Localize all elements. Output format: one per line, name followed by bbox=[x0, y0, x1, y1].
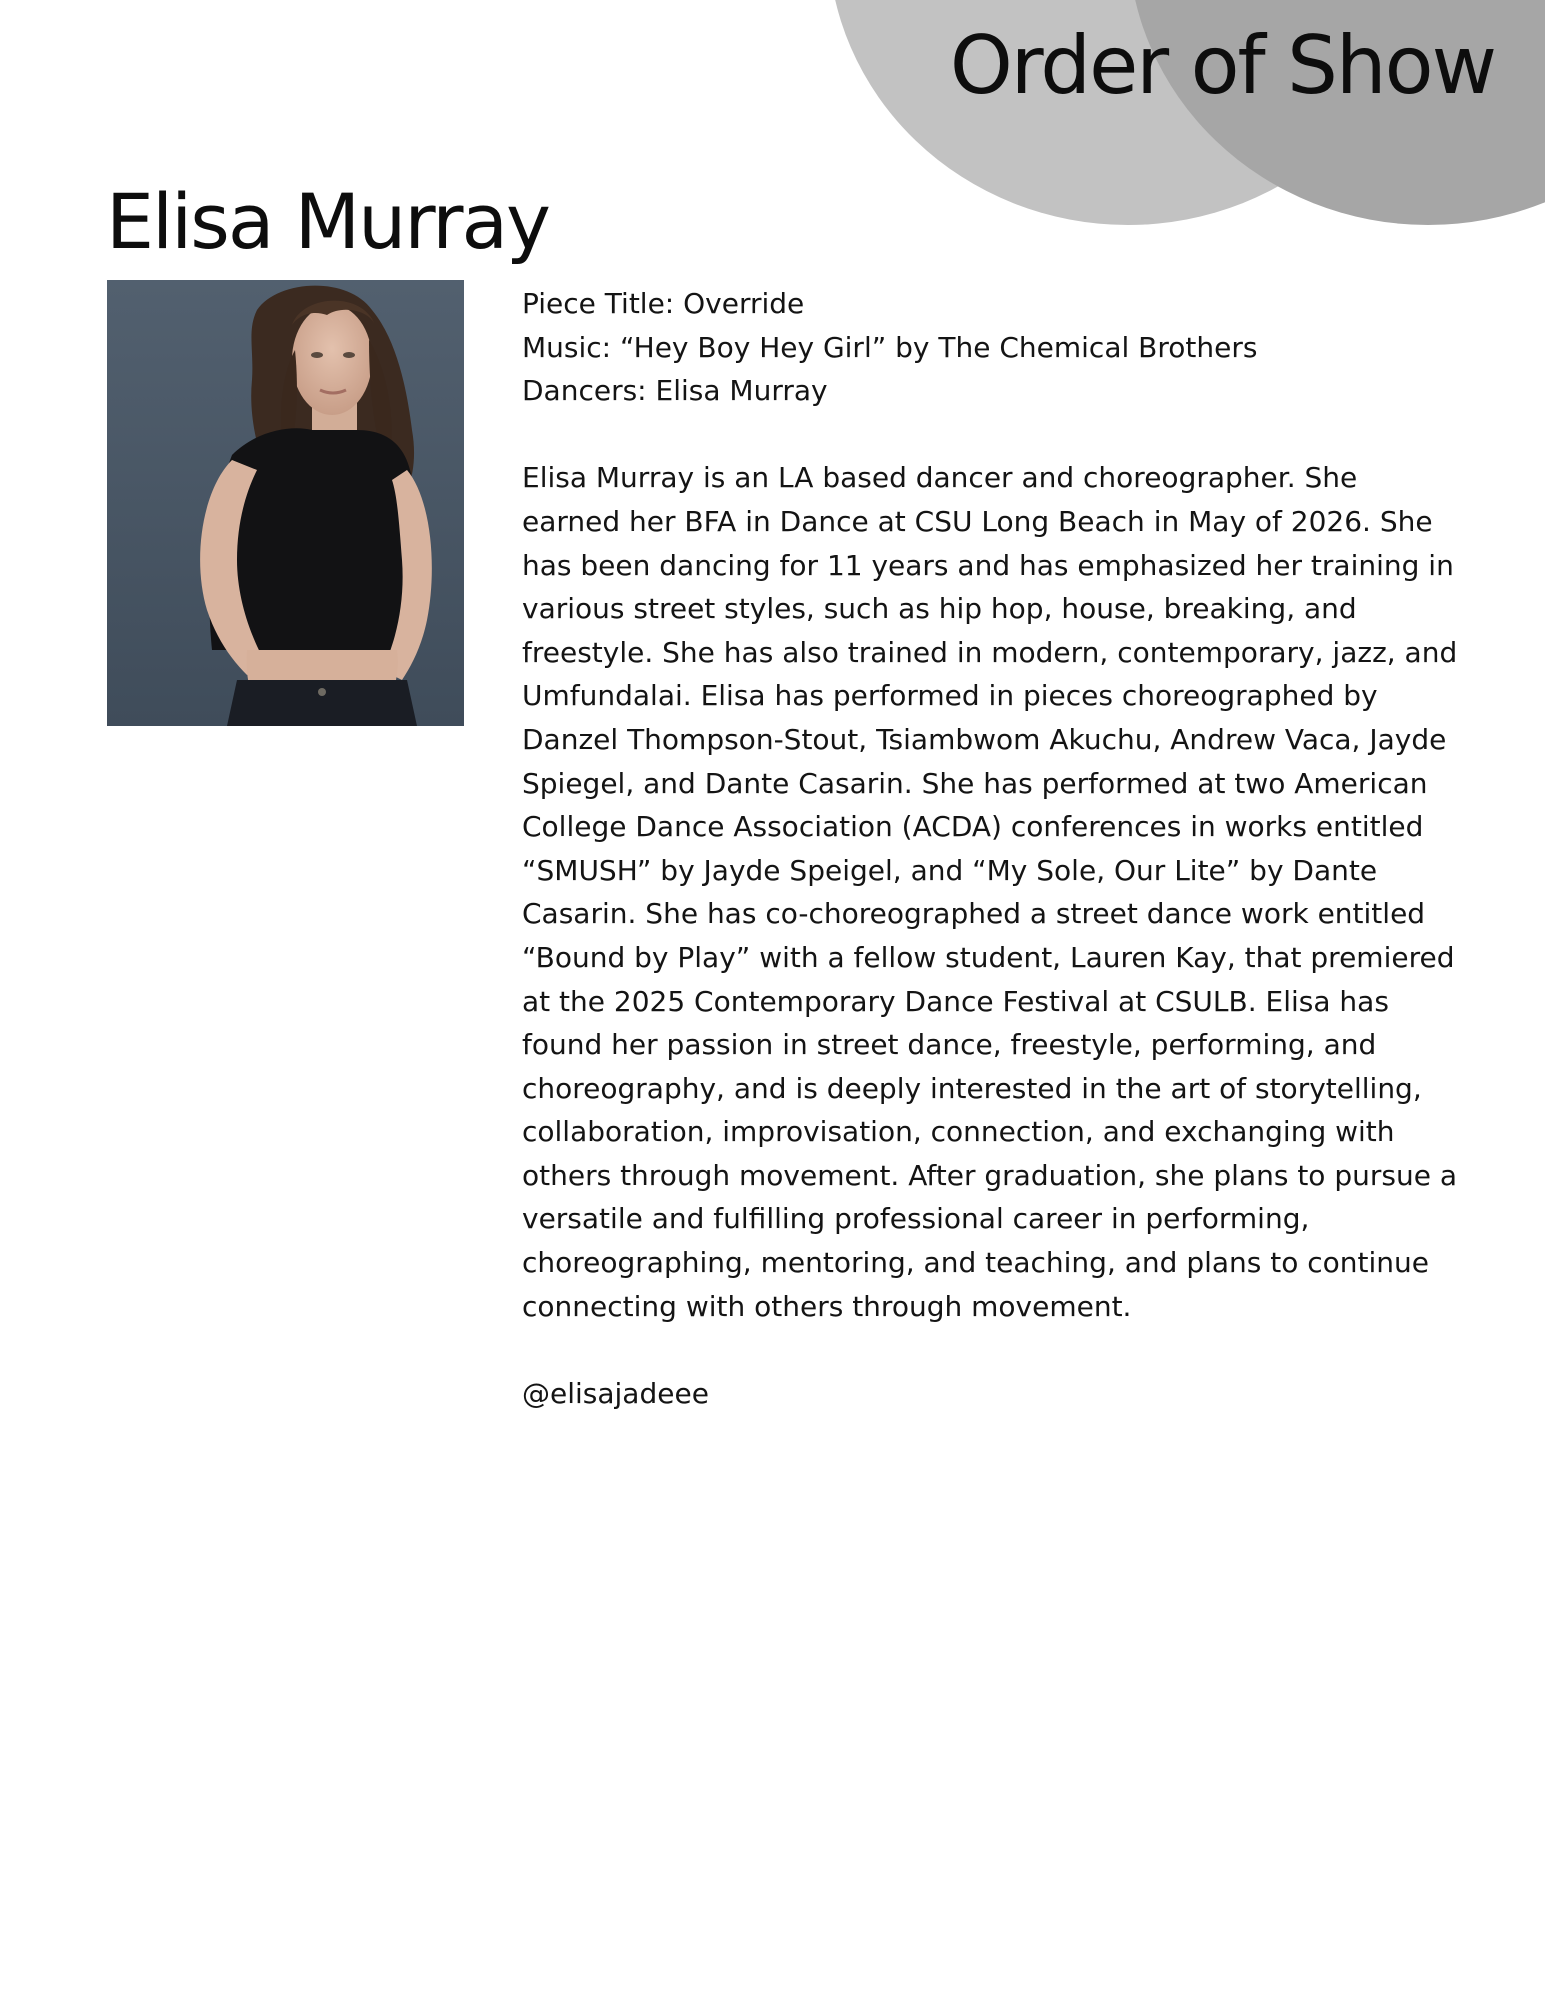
bio-line: found her passion in street dance, freestyle, performing, and bbox=[522, 1028, 1377, 1062]
bio-line: Casarin. She has co-choreographed a street dance work entitled bbox=[522, 897, 1426, 931]
portrait-photo-icon bbox=[107, 280, 464, 726]
bio-line: Spiegel, and Dante Casarin. She has performed at two American bbox=[522, 766, 1428, 800]
piece-details bbox=[522, 282, 1522, 1415]
social-handle: @elisajadeee bbox=[522, 1376, 709, 1410]
bio-line: has been dancing for 11 years and has emphasized her training in bbox=[522, 548, 1454, 582]
piece-dancers: Dancers: Elisa Murray bbox=[522, 374, 828, 408]
bio-line: choreography, and is deeply interested in the art of storytelling, bbox=[522, 1071, 1422, 1105]
dancer-portrait-photo bbox=[107, 280, 464, 726]
bio-line: “SMUSH” by Jayde Speigel, and “My Sole, Our Lite” by Dante bbox=[522, 853, 1378, 887]
bio-line: freestyle. She has also trained in modern, contemporary, jazz, and bbox=[522, 635, 1458, 669]
bio-line: various street styles, such as hip hop, house, breaking, and bbox=[522, 592, 1357, 626]
dancer-bio bbox=[522, 456, 1522, 1328]
bio-line: “Bound by Play” with a fellow student, Lauren Kay, that premiered bbox=[522, 940, 1455, 974]
bio-line: choreographing, mentoring, and teaching, and plans to continue bbox=[522, 1246, 1430, 1280]
piece-title: Piece Title: Override bbox=[522, 287, 805, 320]
page-header-title: Order of Show bbox=[949, 19, 1495, 112]
bio-line: Elisa Murray is an LA based dancer and choreographer. She bbox=[522, 461, 1358, 495]
bio-line: others through movement. After graduation, she plans to pursue a bbox=[522, 1158, 1457, 1192]
bio-line: Danzel Thompson-Stout, Tsiambwom Akuchu, Andrew Vaca, Jayde bbox=[522, 722, 1447, 756]
piece-music: Music: “Hey Boy Hey Girl” by The Chemical Brothers bbox=[522, 330, 1258, 364]
bio-line: at the 2025 Contemporary Dance Festival at CSULB. Elisa has bbox=[522, 984, 1389, 1018]
bio-line: versatile and fulfilling professional career in performing, bbox=[522, 1202, 1310, 1236]
bio-line: Umfundalai. Elisa has performed in pieces choreographed by bbox=[522, 679, 1378, 713]
bio-line: connecting with others through movement. bbox=[522, 1289, 1132, 1323]
bio-line: collaboration, improvisation, connection, and exchanging with bbox=[522, 1115, 1395, 1149]
bio-line: earned her BFA in Dance at CSU Long Beach in May of 2026. She bbox=[522, 504, 1433, 538]
dancer-name: Elisa Murray bbox=[106, 177, 550, 266]
bio-line: College Dance Association (ACDA) conferences in works entitled bbox=[522, 810, 1424, 844]
